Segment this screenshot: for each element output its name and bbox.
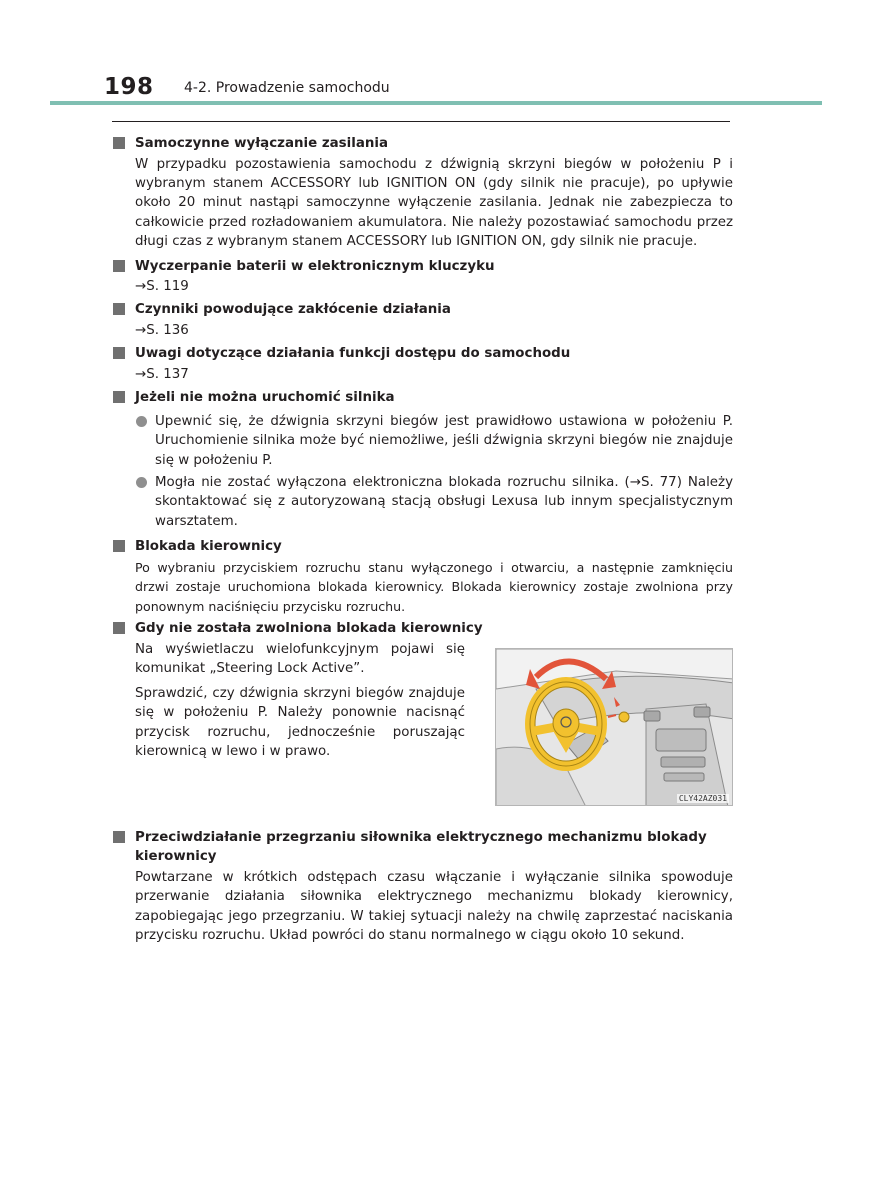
heading-overheat [113,828,733,867]
heading-auto-off [113,134,733,154]
chapter-title: 4-2. Prowadzenie samochodu [184,80,390,96]
square-bullet-icon [113,540,125,552]
heading-access-notes [113,344,733,364]
heading-text: Przeciwdziałanie przegrzaniu siłownika elektrycznego mechanizmu blokady kierownicy [135,829,707,865]
page-content [113,134,733,946]
heading-no-start [113,388,733,408]
cockpit-drawing [496,649,733,806]
heading-battery [113,257,733,277]
circle-bullet-icon [136,477,147,488]
heading-text: Wyczerpanie baterii w elektronicznym kluczyku [135,258,495,274]
figure-code: CLY42AZ031 [678,793,727,803]
square-bullet-icon [113,303,125,315]
paragraph-steering-lock: Po wybraniu przyciskiem rozruchu stanu wyłączonego i otwarciu, a następnie zamknięciu drzwi zostaje uruchomiona blokada kierownicy. Blokada kierownicy zostaje zwolniona przy ponownym naciśnięciu przycisku rozruchu. [135,559,733,614]
page-reference-link[interactable]: →S. 137 [135,366,189,382]
square-bullet-icon [113,622,125,634]
heading-text: Jeżeli nie można uruchomić silnika [135,390,395,406]
illustrated-section [135,640,733,806]
list-item [136,412,733,470]
list-item-text: Upewnić się, że dźwignia skrzyni biegów jest prawidłowo ustawiona w położeniu P. Uruchomienie silnika może być niemożliwe, jeśli dźwignia skrzyni biegów nie znajduje się w położeniu P. [155,413,733,468]
page-number: 198 [104,74,154,100]
heading-text: Samoczynne wyłączanie zasilania [135,136,389,151]
list-item-text: Mogła nie zostać wyłączona elektroniczna blokada rozruchu silnika. (→S. 77) Należy skontaktować się z autoryzowaną stacją obsługi Lexusa lub innym specjalistycznym warsztatem. [155,474,733,529]
steering-wheel-illustration [495,648,733,806]
heading-text: Blokada kierownicy [135,539,282,555]
circle-bullet-icon [136,416,147,427]
content-divider [112,121,730,122]
heading-text: Uwagi dotyczące działania funkcji dostępu do samochodu [135,346,571,362]
page-reference-link[interactable]: →S. 119 [135,279,189,295]
heading-text: Gdy nie została zwolniona blokada kierownicy [135,621,483,637]
instructions-column [135,640,465,806]
square-bullet-icon [113,831,125,843]
heading-interference [113,300,733,320]
paragraph-overheat: Powtarzane w krótkich odstępach czasu włączanie i wyłączanie silnika spowoduje przerwanie działania siłownika elektrycznego mechanizmu blokady kierownicy, zapobiegając jego przegrzaniu. W takiej sytuacji należy na chwilę zaprzestać naciskania przycisku rozruchu. Układ powróci do stanu normalnego w ciągu około 10 sekund. [135,869,733,944]
square-bullet-icon [113,137,125,149]
paragraph-display-message: Na wyświetlaczu wielofunkcyjnym pojawi się komunikat „Steering Lock Active”. [135,641,465,677]
header-divider [50,101,822,105]
paragraph-auto-off: W przypadku pozostawienia samochodu z dźwignią skrzyni biegów w położeniu P i wybranym stanem ACCESSORY lub IGNITION ON (gdy silnik nie pracuje), po upływie około 20 minut nastąpi samoczynne wyłączenie zasilania. Jednak nie zabezpiecza to całkowicie przed rozładowaniem akumulatora. Nie należy pozostawiać samochodu przez długi czas z wybranym stanem ACCESSORY lub IGNITION ON, gdy silnik nie pracuje. [135,156,733,250]
heading-lock-not-released [113,619,733,639]
list-item [136,473,733,531]
page-reference-link[interactable]: →S. 136 [135,322,189,338]
heading-steering-lock [113,537,733,557]
heading-text: Czynniki powodujące zakłócenie działania [135,302,451,318]
square-bullet-icon [113,260,125,272]
square-bullet-icon [113,391,125,403]
paragraph-release-procedure: Sprawdzić, czy dźwignia skrzyni biegów znajduje się w położeniu P. Należy ponownie nacisnąć przycisk rozruchu, jednocześnie poruszając kierownicą w lewo i w prawo. [135,685,465,759]
square-bullet-icon [113,347,125,359]
